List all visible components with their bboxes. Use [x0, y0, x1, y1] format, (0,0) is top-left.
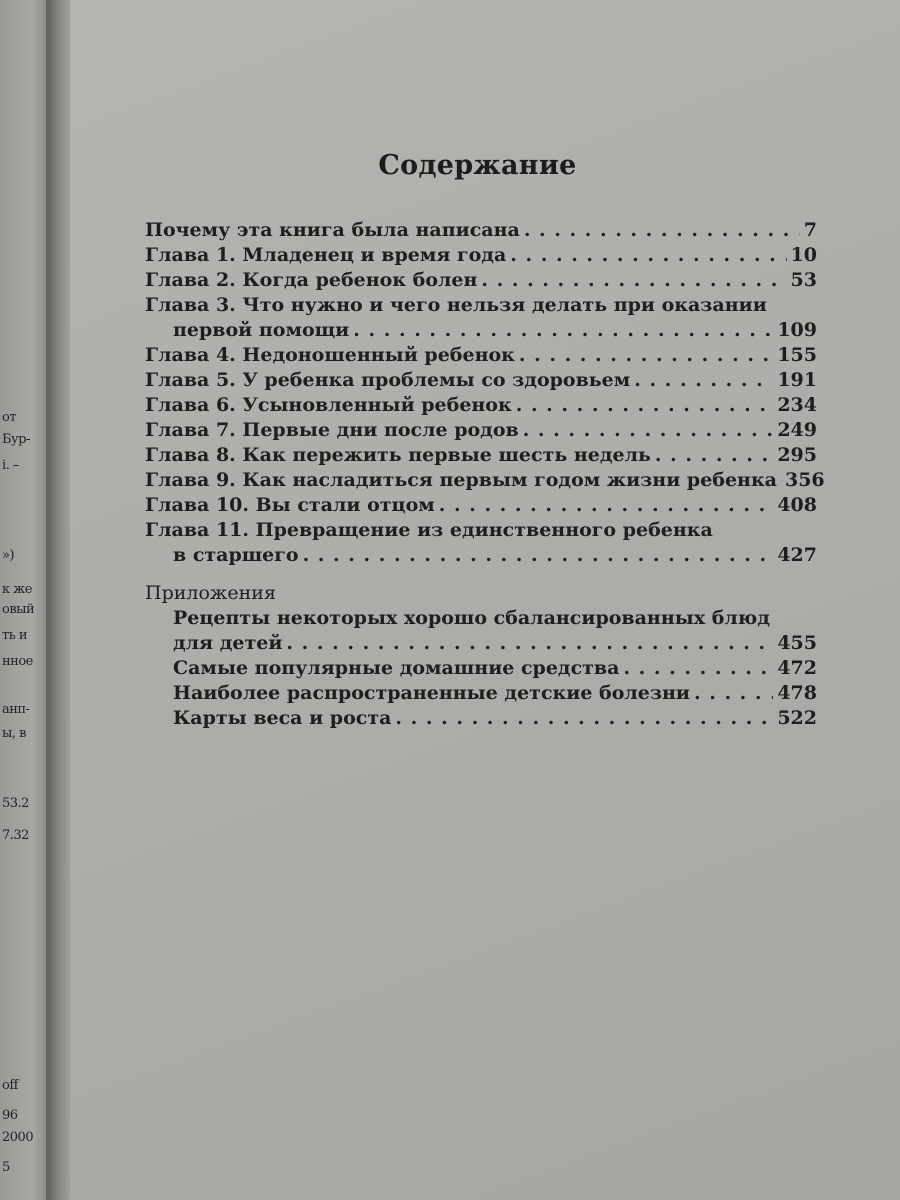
toc-entry: [145, 243, 817, 268]
toc-page-number: 10: [790, 244, 817, 266]
margin-fragment: овый: [2, 602, 35, 617]
appendix-item-title: Карты веса и роста: [173, 707, 392, 729]
margin-fragment: ы, в: [2, 726, 26, 741]
toc-page-number: 472: [777, 657, 817, 679]
toc-entry-title-continued: в старшего: [173, 544, 299, 566]
dot-leader: [286, 631, 773, 656]
margin-fragment: анп-: [2, 702, 30, 717]
margin-fragment: 2000: [2, 1130, 34, 1145]
appendix-item-title-continued: для детей: [173, 632, 283, 654]
toc-entry-title: Глава 7. Первые дни после родов: [145, 419, 519, 441]
toc-entry: [145, 443, 817, 468]
toc-page-number: 155: [777, 344, 817, 366]
toc-page-number: 7: [803, 219, 817, 241]
toc-entry-title: Глава 6. Усыновленный ребенок: [145, 394, 512, 416]
toc-entry: [145, 393, 817, 418]
toc-page-number: 109: [777, 319, 817, 341]
margin-fragment: 5: [2, 1160, 10, 1175]
appendix-entry: [145, 706, 817, 731]
toc-page-number: 53: [790, 269, 817, 291]
toc-entry-title: Глава 3. Что нужно и чего нельзя делать при оказании: [145, 294, 767, 316]
dot-leader: [524, 218, 800, 243]
toc-page-number: 478: [777, 682, 817, 704]
table-of-contents: [145, 218, 825, 731]
book-gutter: [46, 0, 70, 1200]
dot-leader: [353, 318, 773, 343]
toc-entry-title: Глава 8. Как пережить первые шесть недель: [145, 444, 651, 466]
appendix-item-title: Самые популярные домашние средства: [173, 657, 620, 679]
dot-leader: [519, 343, 773, 368]
toc-entry: [145, 343, 817, 368]
toc-entry: [145, 368, 817, 393]
toc-page-number: 522: [777, 707, 817, 729]
toc-page-number: 295: [777, 444, 817, 466]
toc-entry-title: Глава 4. Недоношенный ребенок: [145, 344, 515, 366]
appendix-entry: [145, 656, 817, 681]
margin-fragment: i. –: [2, 458, 19, 473]
dot-leader: [481, 268, 786, 293]
margin-fragment: 96: [2, 1108, 18, 1123]
dot-leader: [303, 543, 774, 568]
dot-leader: [623, 656, 773, 681]
margin-fragment: нное: [2, 654, 33, 669]
toc-entry: [145, 268, 817, 293]
margin-fragment: 53.2: [2, 796, 29, 811]
dot-leader: [634, 368, 773, 393]
margin-fragment: к же: [2, 582, 32, 597]
toc-entry: [145, 418, 817, 443]
dot-leader: [395, 706, 773, 731]
previous-page-edge: [0, 0, 46, 1200]
dot-leader: [694, 681, 773, 706]
page-title: Содержание: [378, 150, 577, 181]
toc-page-number: 427: [777, 544, 817, 566]
toc-page-number: 234: [777, 394, 817, 416]
toc-page-number: 356: [784, 469, 825, 491]
toc-page-number: 191: [777, 369, 817, 391]
margin-fragment: Бур-: [2, 432, 30, 447]
toc-entry: [145, 218, 817, 243]
margin-fragment: »): [2, 548, 15, 563]
toc-page-number: 408: [777, 494, 817, 516]
appendix-item-title: Рецепты некоторых хорошо сбалансированных блюд: [173, 607, 770, 629]
toc-entry: [145, 543, 817, 568]
margin-fragment: ть и: [2, 628, 28, 643]
toc-entry-title: Почему эта книга была написана: [145, 219, 520, 241]
toc-entry-title: Глава 2. Когда ребенок болен: [145, 269, 478, 291]
toc-entry: [145, 318, 817, 343]
toc-entry-title: Глава 1. Младенец и время года: [145, 244, 507, 266]
dot-leader: [655, 443, 773, 468]
margin-fragment: 7.32: [2, 828, 29, 843]
margin-fragment: от: [2, 410, 17, 425]
appendix-entry: [145, 631, 817, 656]
dot-leader: [523, 418, 774, 443]
toc-page-number: 455: [777, 632, 817, 654]
appendix-heading: Приложения: [145, 582, 276, 604]
dot-leader: [439, 493, 774, 518]
dot-leader: [516, 393, 774, 418]
toc-page-number: 249: [777, 419, 817, 441]
toc-entry-title: Глава 5. У ребенка проблемы со здоровьем: [145, 369, 631, 391]
appendix-entry: [145, 681, 817, 706]
dot-leader: [510, 243, 786, 268]
margin-fragment: off: [2, 1078, 18, 1093]
toc-entry-title-continued: первой помощи: [173, 319, 350, 341]
book-page: [70, 0, 900, 1200]
toc-entry-title: Глава 9. Как насладиться первым годом жизни ребенка: [145, 469, 777, 491]
toc-entry: [145, 468, 825, 493]
toc-entry-title: Глава 10. Вы стали отцом: [145, 494, 435, 516]
toc-entry: [145, 493, 817, 518]
appendix-item-title: Наиболее распространенные детские болезни: [173, 682, 690, 704]
toc-entry-title: Глава 11. Превращение из единственного ребенка: [145, 519, 713, 541]
